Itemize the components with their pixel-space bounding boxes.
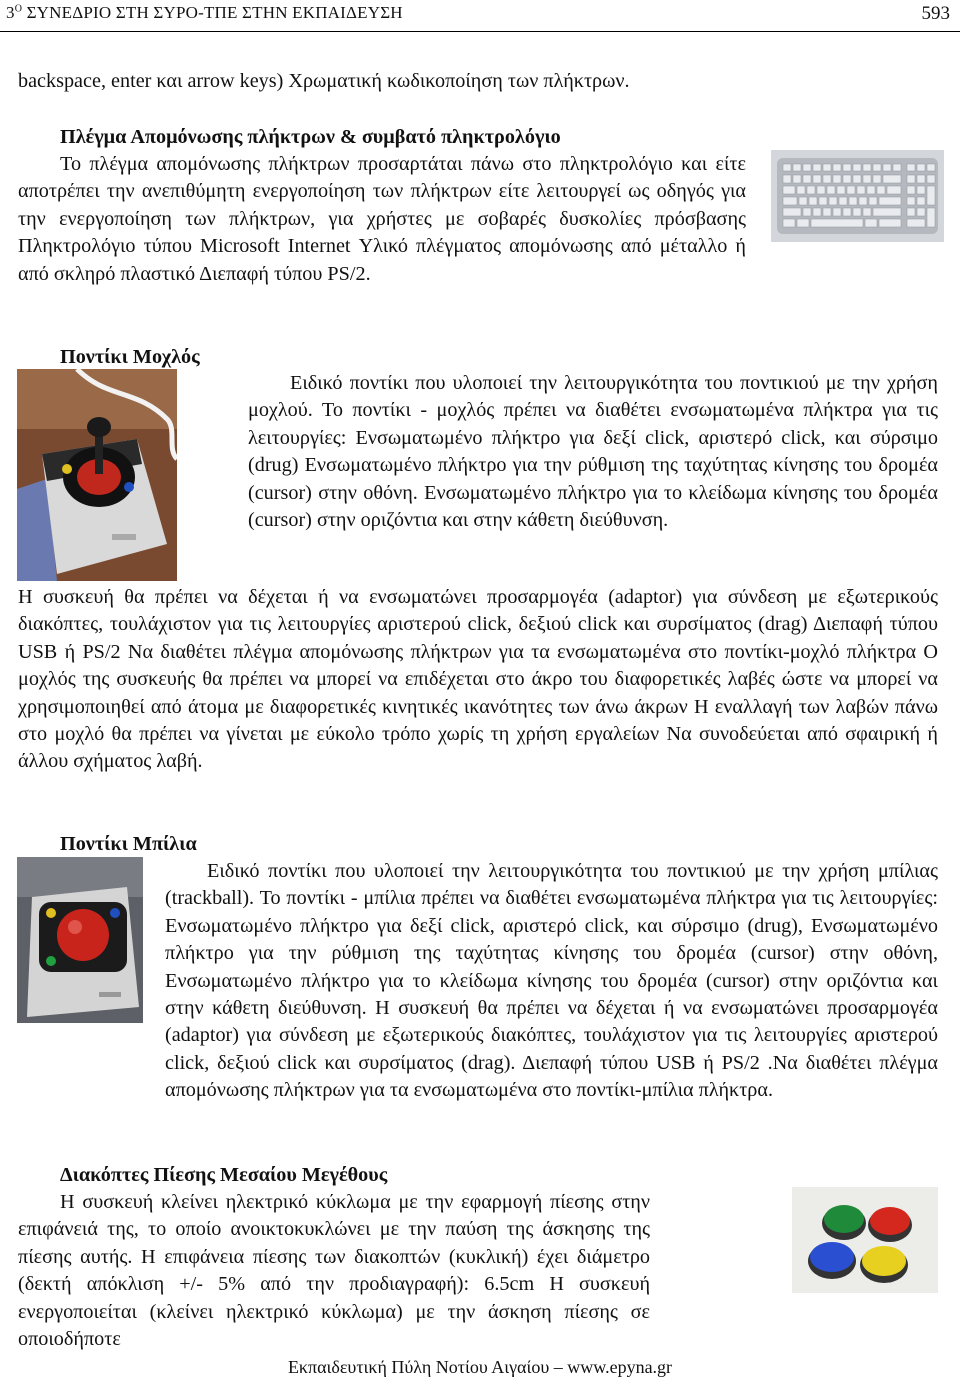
- header-ordinal: 3: [6, 3, 15, 22]
- running-header: [6, 3, 403, 23]
- header-title: ΣΥΝΕΔΡΙΟ ΣΤΗ ΣΥΡΟ-ΤΠΕ ΣΤΗΝ ΕΚΠΑΙΔΕΥΣΗ: [22, 3, 403, 22]
- joystick-photo: [17, 369, 177, 581]
- page-footer: Εκπαιδευτική Πύλη Νοτίου Αιγαίου – www.epyna.gr: [287, 1357, 673, 1377]
- header-ordinal-suffix: Ο: [14, 3, 23, 15]
- joystick-requirements: Η συσκευή θα πρέπει να δέχεται ή να ενσωματώνει προσαρμογέα (adaptor) για σύνδεση με εξωτερικούς διακόπτες, τουλάχιστον για τις λειτουργίες αριστερού click, δεξιού click και συρσίματος (drag) Διεπαφή τύπου USB ή PS/2 Να διαθέτει πλέγμα απομόνωσης πλήκτρων για τα ενσωματωμένα στο ποντίκι-μοχλό πλήκτρα Ο μοχλός της συσκευής θα πρέπει να μπορεί να επιδέχεται στο άκρο του διαφορετικές λαβές ώστε να μπορεί να χρησιμοποιηθεί από άτομα με διαφορετικές κινητικές ικανότητες των άνω άκρων Η εναλλαγή των λαβών πάνω στο μοχλό θα πρέπει να γίνεται με εύκολο τρόπο χωρίς τη χρήση εργαλείων Να συνοδεύεται από σφαιρική ή άλλου σχήματος λαβή.: [18, 586, 938, 773]
- keyboard-photo: [771, 150, 944, 242]
- page-number: 593: [921, 3, 950, 24]
- switches-photo: [792, 1187, 938, 1293]
- header-rule: [0, 31, 960, 32]
- keyboard-guard-heading: Πλέγμα Απομόνωσης πλήκτρων & συμβατό πληκτρολόγιο: [60, 126, 561, 148]
- joystick-body: Ειδικό ποντίκι που υλοποιεί την λειτουργικότητα του ποντικιού με την χρήση μοχλού. Το ποντίκι - μοχλός πρέπει να διαθέτει ενσωματωμένα πλήκτρα για τις λειτουργίες: Ενσωματωμένο πλήκτρο για δεξί click, αριστερό click, και σύρσιμο (drug) Ενσωματωμένο πλήκτρο για την ρύθμιση της ταχύτητας κίνησης του δρομέα (cursor) στην οθόνη. Ενσωματωμένο πλήκτρο για το κλείδωμα κίνησης του δρομέα (cursor) στην οριζόντια και στην κάθετη διεύθυνση.: [248, 372, 938, 532]
- joystick-heading: Ποντίκι Μοχλός: [60, 346, 200, 368]
- trackball-body: Ειδικό ποντίκι που υλοποιεί την λειτουργικότητα του ποντικιού με την χρήση μπίλιας (trackball). Το ποντίκι - μπίλια πρέπει να διαθέτει ενσωματωμένα πλήκτρα για τις λειτουργίες: Ενσωματωμένο πλήκτρο για δεξί click, αριστερό click, και σύρσιμο (drug), Ενσωματωμένο πλήκτρο για την ρύθμιση της ταχύτητας κίνησης του δρομέα (cursor) στην οθόνη, Ενσωματωμένο πλήκτρο για το κλείδωμα κίνησης του δρομέα (cursor) στην οριζόντια και στην κάθετη διεύθυνση. Η συσκευή θα πρέπει να δέχεται ή να ενσωματώνει προσαρμογέα (adaptor) για σύνδεση με εξωτερικούς διακόπτες, τουλάχιστον για τις λειτουργίες αριστερού click, δεξιού click και συρσίματος (drag). Διεπαφή τύπου USB ή PS/2 .Να διαθέτει πλέγμα απομόνωσης πλήκτρων για τα ενσωματωμένα στο ποντίκι-μπίλια πλήκτρα.: [165, 860, 938, 1102]
- keyboard-intro: backspace, enter και arrow keys) Χρωματική κωδικοποίηση των πλήκτρων.: [18, 70, 630, 92]
- switches-heading: Διακόπτες Πίεσης Μεσαίου Μεγέθους: [60, 1164, 388, 1186]
- trackball-photo: [17, 857, 143, 1023]
- switches-body: Η συσκευή κλείνει ηλεκτρικό κύκλωμα με την εφαρμογή πίεσης στην επιφάνειά της, το οποίο ανοικτοκυκλώνει με την παύση της άσκησης της πίεσης αυτής. Η επιφάνεια πίεσης των διακοπτών (κυκλική) έχει διάμετρο (δεκτή απόκλιση +/- 5% από την προδιαγραφή): 6.5cm Η συσκευή ενεργοποιείται (κλείνει ηλεκτρικό κύκλωμα) με την άσκηση πίεσης σε οποιοδήποτε: [18, 1191, 650, 1351]
- keyboard-guard-body: Το πλέγμα απομόνωσης πλήκτρων προσαρτάται πάνω στο πληκτρολόγιο και είτε αποτρέπει την ανεπιθύμητη ενεργοποίηση των πλήκτρων είτε λειτουργεί ως οδηγός για την ενεργοποίηση των πλήκτρων, για χρήστες με σοβαρές δυσκολίες πρόσβασης Πληκτρολόγιο τύπου Microsoft Internet Υλικό πλέγματος απομόνωσης από μέταλλο ή από σκληρό πλαστικό Διεπαφή τύπου PS/2.: [18, 153, 746, 285]
- trackball-heading: Ποντίκι Μπίλια: [60, 833, 197, 855]
